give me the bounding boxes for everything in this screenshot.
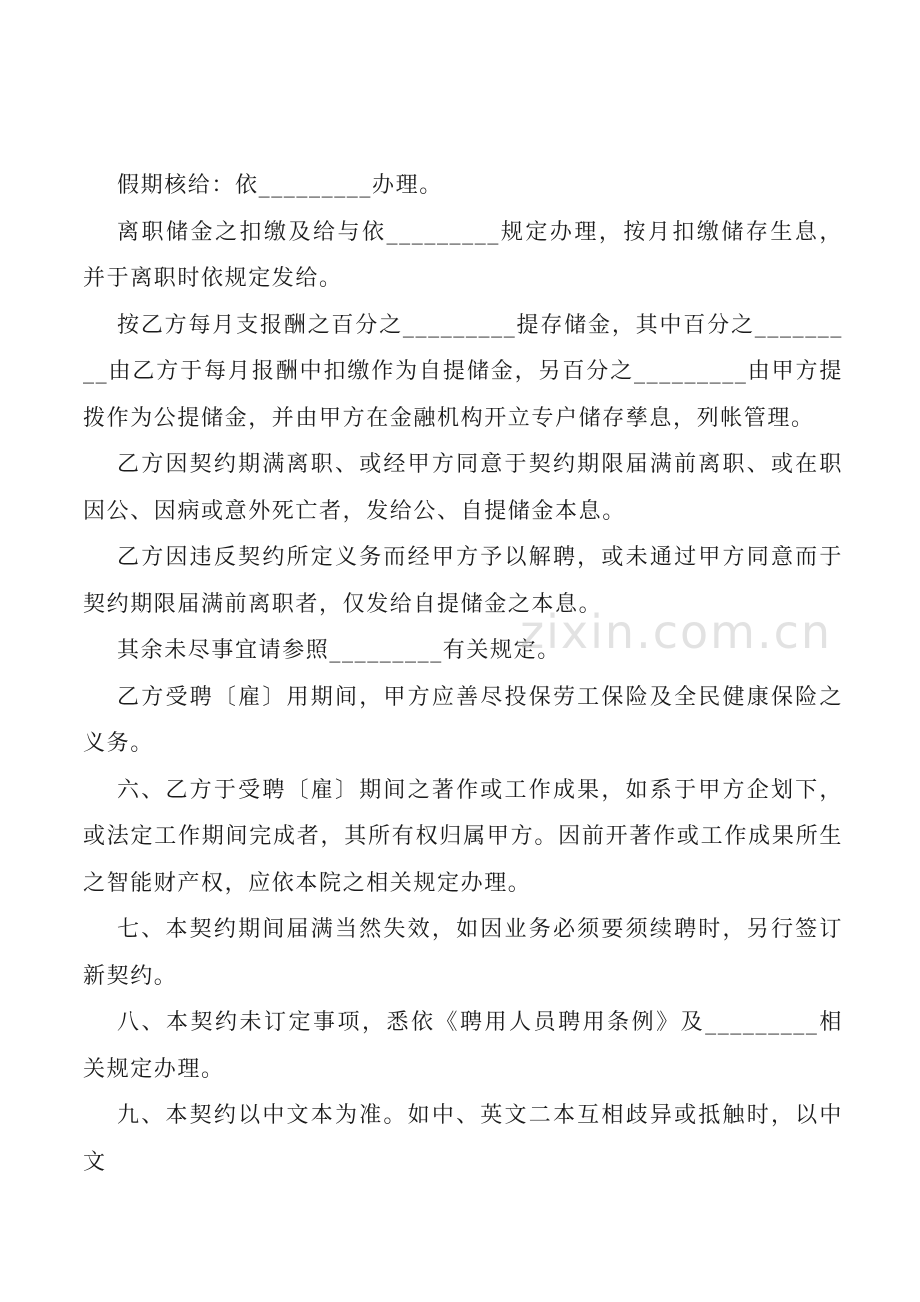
paragraph-clause-seven: 七、本契约期间届满当然失效，如因业务必须要须续聘时，另行签订新契约。 xyxy=(83,917,843,989)
paragraph-clause-nine: 九、本契约以中文本为准。如中、英文二本互相歧异或抵触时，以中文 xyxy=(83,1103,843,1175)
paragraph-insurance: 乙方受聘〔雇〕用期间，甲方应善尽投保劳工保险及全民健康保险之义务。 xyxy=(83,684,843,756)
document-body xyxy=(83,163,843,1186)
watermark: zixin.com.cn xyxy=(520,605,833,659)
paragraph-resignation-savings: 离职储金之扣缴及给与依_________规定办理，按月扣缴储存生息，并于离职时依规定发给。 xyxy=(83,219,843,291)
paragraph-savings-percentage: 按乙方每月支报酬之百分之_________提存储金，其中百分之_________由乙方于每月报酬中扣缴作为自提储金，另百分之_________由甲方提拨作为公提储金，并由甲方在金融机构开立专户储存孳息，列帐管理。 xyxy=(83,312,843,431)
paragraph-dismissal-payout: 乙方因违反契约所定义务而经甲方予以解聘，或未通过甲方同意而于契约期限届满前离职者，仅发给自提储金之本息。 xyxy=(83,545,843,617)
paragraph-clause-eight: 八、本契约未订定事项，悉依《聘用人员聘用条例》及_________相关规定办理。 xyxy=(83,1010,843,1082)
paragraph-clause-six: 六、乙方于受聘〔雇〕期间之著作或工作成果，如系于甲方企划下，或法定工作期间完成者，其所有权归属甲方。因前开著作或工作成果所生之智能财产权，应依本院之相关规定办理。 xyxy=(83,777,843,896)
paragraph-leave-approval: 假期核给：依_________办理。 xyxy=(117,173,443,198)
paragraph-expiry-payout: 乙方因契约期满离职、或经甲方同意于契约期限届满前离职、或在职因公、因病或意外死亡者，发给公、自提储金本息。 xyxy=(83,452,843,524)
paragraph-other-matters: 其余未尽事宜请参照_________有关规定。 xyxy=(117,638,561,663)
